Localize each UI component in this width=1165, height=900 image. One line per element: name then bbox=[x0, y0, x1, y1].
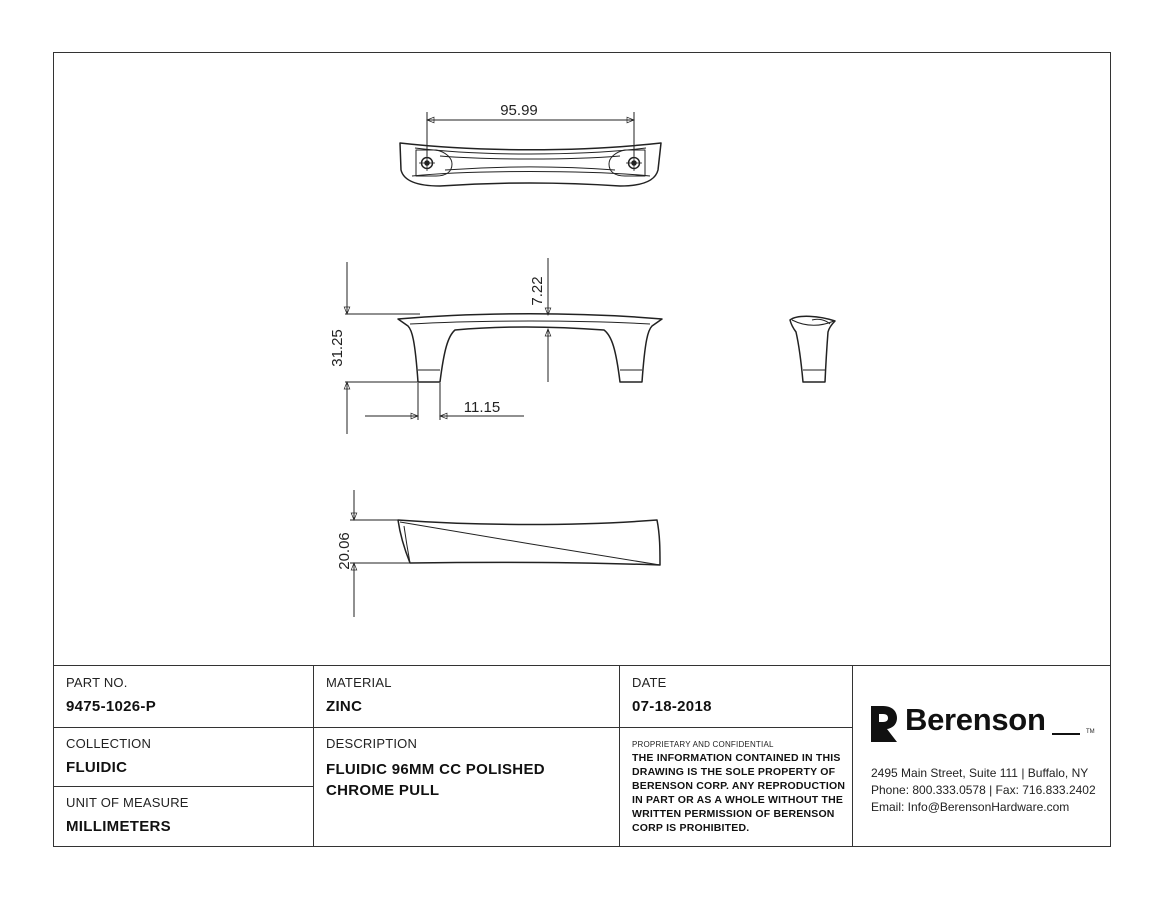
dimension-label-height: 31.25 bbox=[329, 329, 346, 367]
unit-label: UNIT OF MEASURE bbox=[66, 795, 189, 810]
material-label: MATERIAL bbox=[326, 675, 392, 690]
description-value: FLUIDIC 96MM CC POLISHED CHROME PULL bbox=[326, 761, 545, 799]
description-label: DESCRIPTION bbox=[326, 736, 418, 751]
dimension-label-depth: 20.06 bbox=[336, 532, 353, 570]
proprietary-text bbox=[632, 751, 845, 835]
collection-label: COLLECTION bbox=[66, 736, 152, 751]
dimension-label-hole-spacing: 95.99 bbox=[500, 102, 538, 119]
part-no-value: 9475-1026-P bbox=[66, 698, 157, 715]
title-block-divider bbox=[852, 665, 853, 847]
bottom-view bbox=[398, 520, 660, 565]
brand-underline bbox=[1052, 733, 1080, 735]
company-phone-fax: Phone: 800.333.0578 | Fax: 716.833.2402 bbox=[871, 783, 1096, 797]
date-label: DATE bbox=[632, 675, 667, 690]
proprietary-line: CORP IS PROHIBITED. bbox=[632, 822, 750, 834]
title-block-top-border bbox=[53, 665, 1111, 666]
top-view bbox=[400, 143, 661, 186]
part-no-label: PART NO. bbox=[66, 675, 128, 690]
company-name: Berenson bbox=[905, 702, 1046, 737]
company-address: 2495 Main Street, Suite 111 | Buffalo, NY bbox=[871, 766, 1089, 780]
side-view bbox=[790, 316, 835, 382]
berenson-logo-icon bbox=[871, 706, 897, 742]
title-block-divider bbox=[313, 665, 314, 847]
proprietary-line: THE INFORMATION CONTAINED IN THIS bbox=[632, 752, 841, 764]
title-block-divider bbox=[619, 665, 620, 847]
unit-value: MILLIMETERS bbox=[66, 818, 171, 835]
dimension-label-leg-width: 11.15 bbox=[463, 399, 501, 416]
collection-value: FLUIDIC bbox=[66, 759, 128, 776]
front-view bbox=[398, 314, 662, 382]
proprietary-line: WRITTEN PERMISSION OF BERENSON bbox=[632, 808, 835, 820]
company-email: Email: Info@BerensonHardware.com bbox=[871, 800, 1070, 814]
proprietary-line: DRAWING IS THE SOLE PROPERTY OF bbox=[632, 766, 836, 778]
dimension-label-grip-depth: 7.22 bbox=[529, 276, 546, 306]
title-block-row-divider bbox=[53, 786, 313, 787]
material-value: ZINC bbox=[326, 698, 363, 715]
trademark: TM bbox=[1086, 729, 1095, 735]
proprietary-heading: PROPRIETARY AND CONFIDENTIAL bbox=[632, 740, 774, 749]
proprietary-line: BERENSON CORP. ANY REPRODUCTION bbox=[632, 780, 846, 792]
proprietary-line: IN PART OR AS A WHOLE WITHOUT THE bbox=[632, 794, 844, 806]
title-block-row-divider bbox=[53, 727, 852, 728]
dimension-depth bbox=[350, 490, 410, 617]
dimension-height bbox=[345, 262, 420, 434]
date-value: 07-18-2018 bbox=[632, 698, 712, 715]
